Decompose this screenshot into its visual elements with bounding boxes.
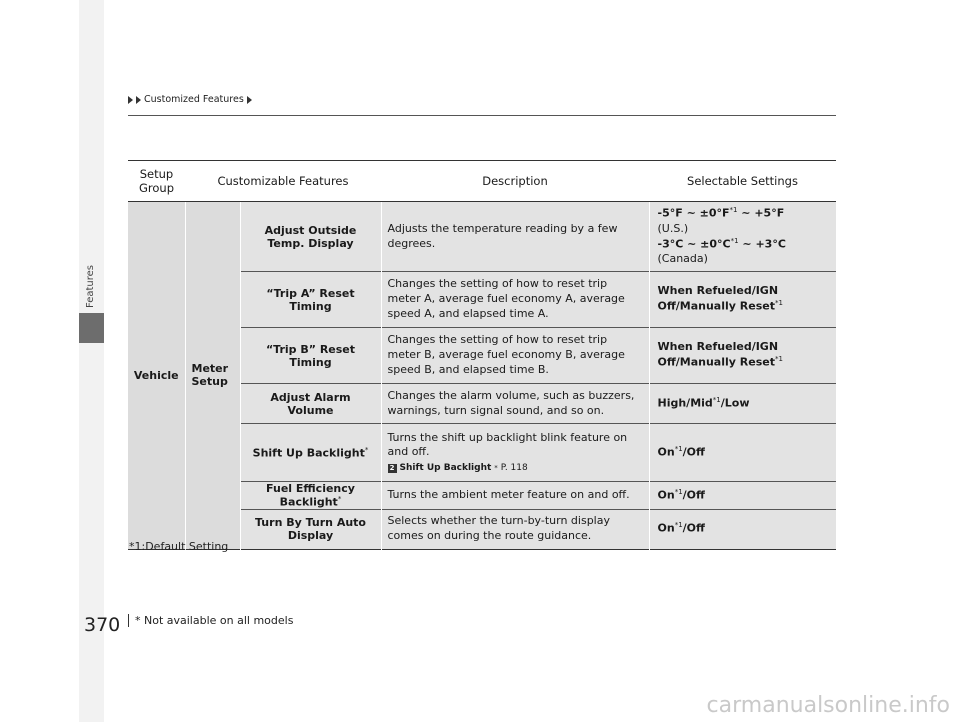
feature-description: Changes the alarm volume, such as buzzers, warnings, turn signal sound, and so on. <box>381 384 649 424</box>
feature-description: Turns the ambient meter feature on and off. <box>381 482 649 510</box>
feature-description: Turns the shift up backlight blink feature on and off. 2 Shift Up Backlight * P. 118 <box>381 424 649 482</box>
breadcrumb-arrow-icon <box>136 96 141 104</box>
header-description: Description <box>381 161 649 202</box>
feature-description: Changes the setting of how to reset trip meter B, average fuel economy B, average speed B, and elapsed time B. <box>381 328 649 384</box>
feature-settings: When Refueled/IGN Off/Manually Reset$^{*1}$ <box>649 272 836 328</box>
header-setup-group: Setup Group <box>128 161 185 202</box>
header-selectable-settings: Selectable Settings <box>649 161 836 202</box>
setup-group-vehicle: Vehicle <box>128 202 185 550</box>
feature-settings: -5°F ~ $\pm 0^\circ F^{*1}$ ~ +5°F (U.S.) -3°C ~ $\pm 0^\circ C^{*1}$ ~ +3°C (Canada) <box>649 202 836 272</box>
breadcrumb[interactable] <box>128 94 252 105</box>
breadcrumb-arrow-icon <box>247 96 252 104</box>
feature-name: Adjust Alarm Volume <box>240 384 381 424</box>
header-rule <box>128 115 836 116</box>
customizable-features-table <box>128 160 836 550</box>
feature-settings: When Refueled/IGN Off/Manually Reset$^{*1}$ <box>649 328 836 384</box>
cross-reference-link[interactable]: 2 Shift Up Backlight * P. 118 <box>388 462 643 474</box>
table-header-row <box>128 161 836 202</box>
feature-settings: On$^{*1}$/Off <box>649 424 836 482</box>
watermark: carmanualsonline.info <box>706 693 950 718</box>
feature-name: Fuel Efficiency Backlight* <box>240 482 381 510</box>
side-tab-marker <box>79 313 104 343</box>
breadcrumb-arrow-icon <box>128 96 133 104</box>
setup-subgroup-meter: Meter Setup <box>185 202 240 550</box>
table-row <box>128 202 836 272</box>
feature-name: “Trip B” Reset Timing <box>240 328 381 384</box>
feature-name: Adjust Outside Temp. Display <box>240 202 381 272</box>
feature-description: Adjusts the temperature reading by a few degrees. <box>381 202 649 272</box>
breadcrumb-label[interactable]: Customized Features <box>144 94 244 105</box>
feature-description: Selects whether the turn-by-turn display comes on during the route guidance. <box>381 509 649 549</box>
feature-description: Changes the setting of how to reset trip meter A, average fuel economy A, average speed A, and elapsed time A. <box>381 272 649 328</box>
page-number: 370 <box>84 614 121 636</box>
header-customizable-features: Customizable Features <box>185 161 381 202</box>
side-tab-label: Features <box>85 265 96 308</box>
feature-name: Turn By Turn Auto Display <box>240 509 381 549</box>
feature-name: Shift Up Backlight* <box>240 424 381 482</box>
feature-settings: On$^{*1}$/Off <box>649 482 836 510</box>
reference-icon: 2 <box>388 464 397 473</box>
feature-settings: High/Mid$^{*1}$/Low <box>649 384 836 424</box>
not-available-note: * Not available on all models <box>128 614 293 627</box>
feature-settings: On$^{*1}$/Off <box>649 509 836 549</box>
default-setting-footnote: *1:Default Setting <box>129 540 229 553</box>
feature-name: “Trip A” Reset Timing <box>240 272 381 328</box>
